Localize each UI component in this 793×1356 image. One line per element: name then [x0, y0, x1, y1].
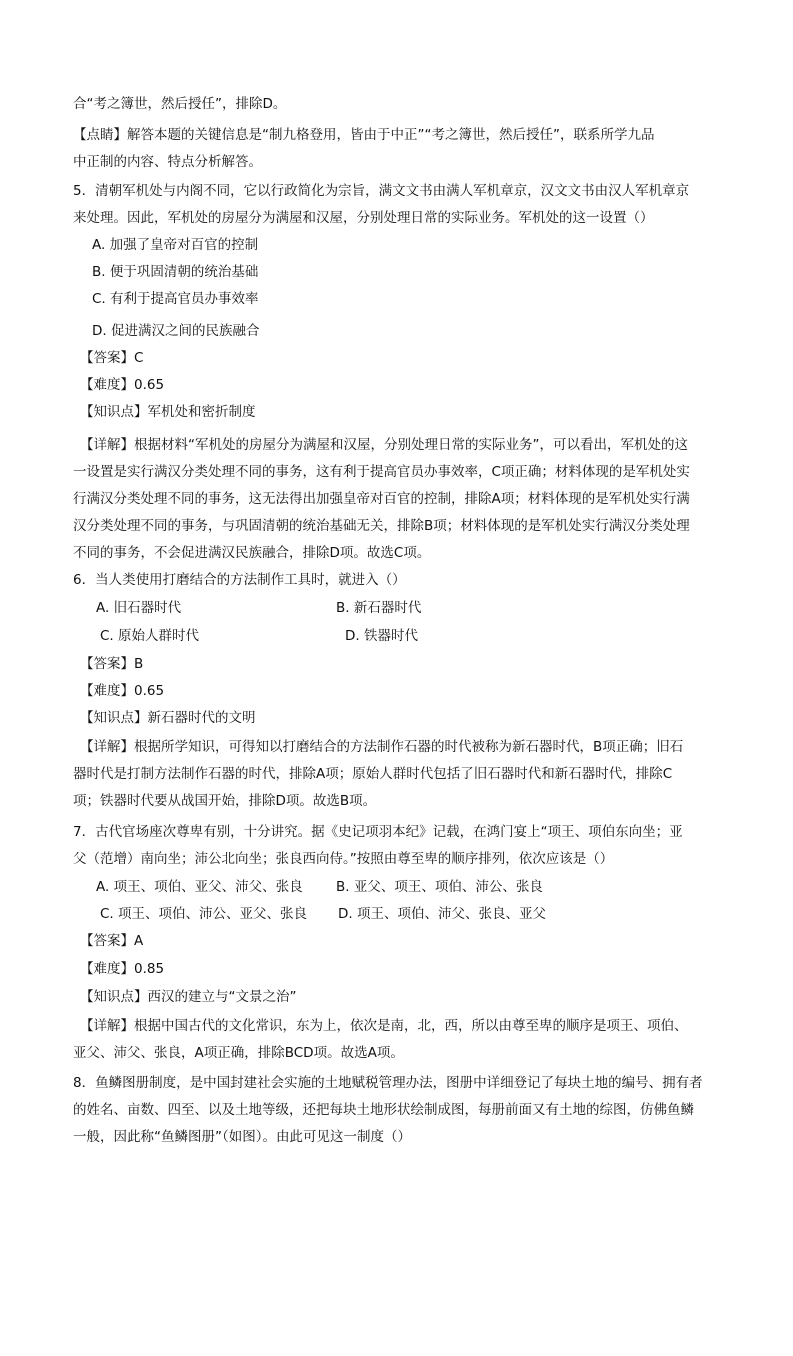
- knowledge-point-label: 【知识点】新石器时代的文明: [80, 710, 256, 726]
- option-c: C. 有利于提高官员办事效率: [92, 291, 259, 307]
- explanation-text: 【详解】根据所学知识，可得知以打磨结合的方法制作石器的时代被称为新石器时代，B项正确；旧石: [80, 739, 684, 755]
- option-a: A. 项王、项伯、亚父、沛父、张良: [96, 879, 303, 895]
- answer-label: 【答案】C: [80, 350, 144, 366]
- option-d: D. 铁器时代: [345, 628, 418, 644]
- explanation-text: 汉分类处理不同的事务，与巩固清朝的统治基础无关，排除B项；材料体现的是军机处实行满汉分类处理: [73, 518, 690, 534]
- question-8-stem: 8．鱼鳞图册制度，是中国封建社会实施的土地赋税管理办法，图册中详细登记了每块土地的编号、拥有者: [73, 1075, 703, 1091]
- question-5-stem: 来处理。因此，军机处的房屋分为满屋和汉屋，分别处理日常的实际业务。军机处的这一设置（）: [73, 210, 654, 226]
- question-7-stem: 7．古代官场座次尊卑有别，十分讲究。据《史记项羽本纪》记载，在鸿门宴上“项王、项伯东向坐；亚: [73, 824, 683, 840]
- question-8-stem: 的姓名、亩数、四至、以及土地等级，还把每块土地形状绘制成图，每册前面又有土地的综图，仿佛鱼鳞: [73, 1102, 694, 1118]
- question-7-stem: 父（范增）南向坐；沛公北向坐；张良西向侍。”按照由尊至卑的顺序排列，依次应该是（）: [73, 851, 614, 867]
- question-5-stem: 5．清朝军机处与内阁不同，它以行政简化为宗旨，满文文书由满人军机章京，汉文文书由汉人军机章京: [73, 183, 690, 199]
- explanation-text: 行满汉分类处理不同的事务，这无法得出加强皇帝对百官的控制，排除A项；材料体现的是军机处实行满: [73, 491, 690, 507]
- difficulty-label: 【难度】0.65: [80, 377, 165, 393]
- explanation-text: 一设置是实行满汉分类处理不同的事务，这有利于提高官员办事效率，C项正确；材料体现的是军机处实: [73, 464, 690, 480]
- explanation-text: 不同的事务，不会促进满汉民族融合，排除D项。故选C项。: [73, 545, 431, 561]
- explanation-text: 【详解】根据中国古代的文化常识，东为上，依次是南，北，西，所以由尊至卑的顺序是项王、项伯、: [80, 1018, 688, 1034]
- option-c: C. 原始人群时代: [100, 628, 200, 644]
- option-c: C. 项王、项伯、沛公、亚父、张良: [100, 906, 308, 922]
- question-8-stem: 一般，因此称“鱼鳞图册”（如图）。由此可见这一制度（）: [73, 1129, 411, 1145]
- explanation-text: 器时代是打制方法制作石器的时代，排除A项；原始人群时代包括了旧石器时代和新石器时代，排除C: [73, 766, 673, 782]
- knowledge-point-label: 【知识点】军机处和密折制度: [80, 404, 256, 420]
- point-line: 【点睛】解答本题的关键信息是“制九格登用，皆由于中正”“考之簿世，然后授任”，联系所学九品: [73, 127, 655, 143]
- answer-label: 【答案】A: [80, 933, 144, 949]
- difficulty-label: 【难度】0.65: [80, 683, 165, 699]
- explanation-text: 项；铁器时代要从战国开始，排除D项。故选B项。: [73, 793, 377, 809]
- question-6-stem: 6．当人类使用打磨结合的方法制作工具时，就进入（）: [73, 572, 406, 588]
- option-d: D. 项王、项伯、沛父、张良、亚父: [338, 906, 546, 922]
- option-a: A. 旧石器时代: [96, 600, 182, 616]
- option-b: B. 便于巩固清朝的统治基础: [92, 264, 259, 280]
- knowledge-point-label: 【知识点】西汉的建立与“文景之治”: [80, 989, 297, 1005]
- explanation-text: 【详解】根据材料“军机处的房屋分为满屋和汉屋，分别处理日常的实际业务”，可以看出，军机处的这: [80, 437, 688, 453]
- explanation-text: 亚父、沛父、张良，A项正确，排除BCD项。故选A项。: [73, 1045, 404, 1061]
- option-b: B. 亚父、项王、项伯、沛公、张良: [336, 879, 543, 895]
- answer-label: 【答案】B: [80, 656, 144, 672]
- option-a: A. 加强了皇帝对百官的控制: [92, 237, 259, 253]
- text-line: 中正制的内容、特点分析解答。: [73, 154, 262, 170]
- option-d: D. 促进满汉之间的民族融合: [92, 323, 260, 339]
- difficulty-label: 【难度】0.85: [80, 961, 165, 977]
- text-line: 合“考之簿世，然后授任”，排除D。: [73, 96, 287, 112]
- option-b: B. 新石器时代: [336, 600, 422, 616]
